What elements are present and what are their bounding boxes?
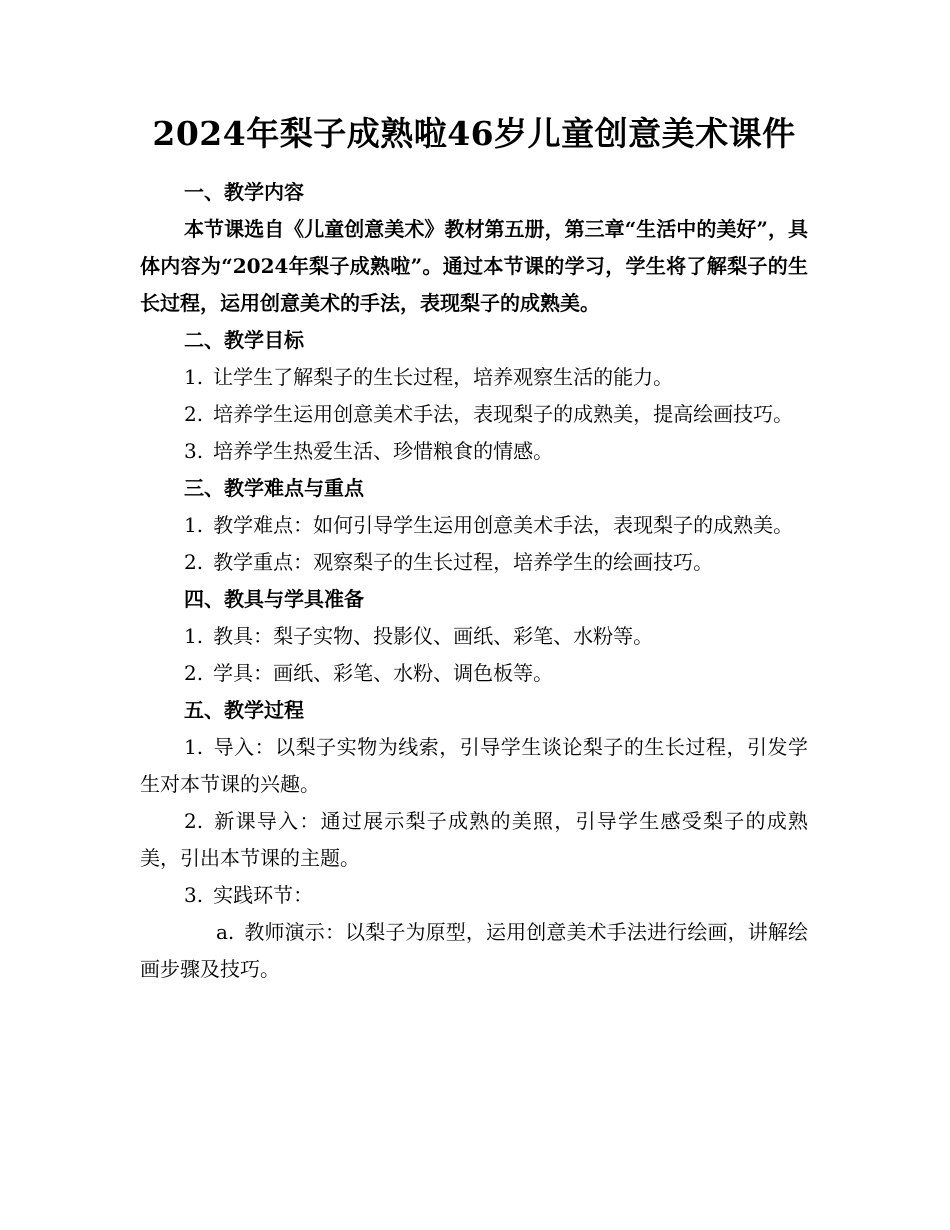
section-heading-objectives: 二、教学目标 bbox=[184, 328, 304, 352]
list-item-number: a. bbox=[216, 920, 235, 944]
section-heading-key-points: 三、教学难点与重点 bbox=[184, 476, 364, 500]
list-item-text: 学具：画纸、彩笔、水粉、调色板等。 bbox=[213, 661, 554, 685]
section-heading-process: 五、教学过程 bbox=[184, 698, 304, 722]
list-item bbox=[140, 507, 808, 544]
list-item bbox=[140, 433, 808, 470]
list-item-number: 1. bbox=[184, 365, 204, 389]
list-item-text: 实践环节： bbox=[213, 883, 314, 907]
list-item-text: 导入：以梨子实物为线索，引导学生谈论梨子的生长过程，引发学生对本节课的兴趣。 bbox=[140, 735, 808, 796]
list-item-number: 2. bbox=[184, 550, 204, 574]
list-item bbox=[140, 359, 808, 396]
list-sub-item bbox=[140, 914, 808, 988]
list-item bbox=[140, 618, 808, 655]
list-item-number: 2. bbox=[184, 809, 204, 833]
list-item-number: 3. bbox=[184, 439, 204, 463]
list-item-number: 1. bbox=[184, 513, 204, 537]
section-heading-materials: 四、教具与学具准备 bbox=[184, 587, 364, 611]
list-item-number: 1. bbox=[184, 624, 204, 648]
list-item-text: 教师演示：以梨子为原型，运用创意美术手法进行绘画，讲解绘画步骤及技巧。 bbox=[140, 920, 808, 981]
list-item-text: 新课导入：通过展示梨子成熟的美照，引导学生感受梨子的成熟美，引出本节课的主题。 bbox=[140, 809, 808, 870]
list-item-text: 教学难点：如何引导学生运用创意美术手法，表现梨子的成熟美。 bbox=[213, 513, 794, 537]
list-item-text: 教具：梨子实物、投影仪、画纸、彩笔、水粉等。 bbox=[213, 624, 654, 648]
section-heading-content: 一、教学内容 bbox=[184, 180, 304, 204]
list-item bbox=[140, 396, 808, 433]
document-title: 2024年梨子成熟啦46岁儿童创意美术课件 bbox=[152, 114, 796, 153]
list-item-text: 培养学生运用创意美术手法，表现梨子的成熟美，提高绘画技巧。 bbox=[213, 402, 794, 426]
list-item bbox=[140, 803, 808, 877]
content-paragraph: 本节课选自《儿童创意美术》教材第五册，第三章“生活中的美好”，具体内容为“2024年梨子成熟啦”。通过本节课的学习，学生将了解梨子的生长过程，运用创意美术的手法，表现梨子的成熟美。 bbox=[140, 217, 808, 315]
list-item bbox=[140, 655, 808, 692]
list-item-number: 3. bbox=[184, 883, 204, 907]
list-item bbox=[140, 544, 808, 581]
list-item-text: 教学重点：观察梨子的生长过程，培养学生的绘画技巧。 bbox=[213, 550, 714, 574]
list-item bbox=[140, 877, 808, 914]
list-item-number: 1. bbox=[184, 735, 204, 759]
list-item-text: 让学生了解梨子的生长过程，培养观察生活的能力。 bbox=[213, 365, 674, 389]
list-item-number: 2. bbox=[184, 661, 204, 685]
list-item-number: 2. bbox=[184, 402, 204, 426]
list-item bbox=[140, 729, 808, 803]
list-item-text: 培养学生热爱生活、珍惜粮食的情感。 bbox=[213, 439, 554, 463]
